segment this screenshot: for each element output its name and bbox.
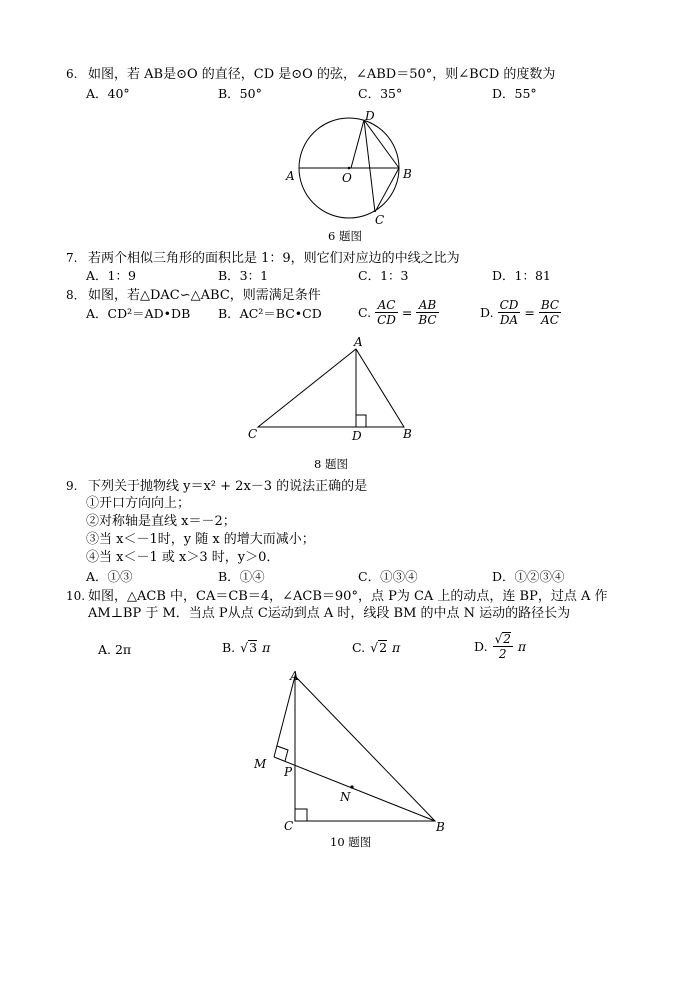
q10-d-fraction: $\frac{√2}{2}$	[494, 632, 511, 661]
q10-point-n	[350, 785, 353, 788]
q7-option-b: B．3：1	[218, 268, 269, 283]
q8-option-a: A．CD²＝AD•DB	[86, 306, 191, 321]
q10-option-a: A. 2π	[98, 642, 132, 657]
q10-right-angle-c	[295, 809, 307, 821]
q10-figure	[248, 664, 458, 834]
q8-label-c: C	[248, 427, 258, 441]
q8-label-d: D	[352, 429, 362, 443]
q6-label-d: D	[365, 109, 375, 123]
q8-d-right-fraction: $\frac{BC}{AC}$	[540, 298, 560, 327]
q9-option-c: C．①③④	[358, 569, 418, 584]
q10-label-a: A	[290, 669, 299, 683]
q9-statement-4: ④当 x＜－1 或 x＞3 时，y＞0．	[86, 550, 280, 565]
q8-label-a: A	[354, 336, 363, 349]
q8-right-angle-mark	[356, 415, 366, 427]
q8-c-left-fraction: $\frac{AC}{CD}$	[377, 298, 396, 327]
q6-label-o: O	[342, 171, 352, 185]
q6-label-b: B	[403, 167, 412, 181]
q10-option-c: C. √2 π	[352, 640, 401, 655]
q10-label-p: P	[284, 765, 293, 779]
q10-caption: 10 题图	[330, 835, 372, 849]
q10-option-d: D. $\frac{√2}{2}$ π	[474, 632, 527, 661]
q6-option-b: B．50°	[218, 86, 262, 101]
q6-figure	[280, 104, 420, 234]
q8-option-d: D. $\frac{CD}{DA}$ = $\frac{BC}{AC}$	[480, 298, 560, 327]
q10-label-c: C	[284, 819, 294, 833]
q6-chord-bc	[375, 168, 399, 212]
q10-triangle-acb	[295, 676, 435, 821]
q10-label-m: M	[254, 757, 267, 771]
q8-triangle	[258, 349, 404, 427]
q9-statement-1: ①开口方向向上；	[86, 496, 191, 511]
q6-option-a: A．40°	[86, 86, 130, 101]
q9-statement-2: ②对称轴是直线 x＝－2；	[86, 514, 236, 529]
q6-label-a: A	[286, 169, 295, 183]
q9-stem: 9. 下列关于抛物线 y＝x² + 2x－3 的说法正确的是	[66, 479, 368, 494]
q10-segment-am	[274, 676, 295, 757]
q7-option-d: D．1：81	[492, 268, 551, 283]
q9-statement-3: ③当 x＜－1时，y 随 x 的增大而减小；	[86, 532, 315, 547]
q6-label-c: C	[375, 213, 385, 227]
q7-option-a: A．1：9	[86, 268, 136, 283]
q8-option-b: B．AC²＝BC•CD	[218, 306, 322, 321]
q6-option-d: D．55°	[492, 86, 537, 101]
q10-stem-line2: AM⊥BP 于 M．当点 P从点 C运动到点 A 时，线段 BM 的中点 N 运动的路径长为	[88, 606, 571, 621]
q6-caption: 6 题图	[328, 229, 362, 243]
q10-segment-mb	[274, 757, 435, 821]
q8-stem: 8． 如图，若△DAC∽△ABC，则需满足条件	[66, 288, 321, 303]
q7-stem: 7. 若两个相似三角形的面积比是 1：9，则它们对应边的中线之比为	[66, 251, 460, 266]
q6-radius-od	[351, 120, 364, 168]
q6-option-c: C．35°	[358, 86, 403, 101]
q6-chord-dc	[364, 120, 375, 212]
q6-center-point	[348, 167, 351, 170]
q8-figure	[240, 336, 420, 446]
q9-option-b: B．①④	[218, 569, 265, 584]
q10-label-b: B	[436, 820, 445, 834]
q8-d-left-fraction: $\frac{CD}{DA}$	[499, 298, 519, 327]
q10-option-b: B. √3 π	[222, 640, 271, 655]
q8-c-right-fraction: $\frac{AB}{BC}$	[418, 298, 437, 327]
q8-option-c: C. $\frac{AC}{CD}$ = $\frac{AB}{BC}$	[358, 298, 437, 327]
q8-caption: 8 题图	[314, 457, 348, 471]
q8-label-b: B	[403, 427, 412, 441]
q10-stem-line1: 10. 如图，△ACB 中，CA＝CB＝4，∠ACB＝90°，点 P为 CA 上的动点，连 BP，过点 A 作	[66, 589, 608, 604]
q9-option-d: D．①②③④	[492, 569, 565, 584]
q9-option-a: A．①③	[86, 569, 133, 584]
q10-label-n: N	[340, 790, 351, 804]
q6-stem: 6. 如图，若 AB是⊙O 的直径，CD 是⊙O 的弦，∠ABD＝50°，则∠BCD 的度数为	[66, 67, 556, 82]
q7-option-c: C．1：3	[358, 268, 409, 283]
